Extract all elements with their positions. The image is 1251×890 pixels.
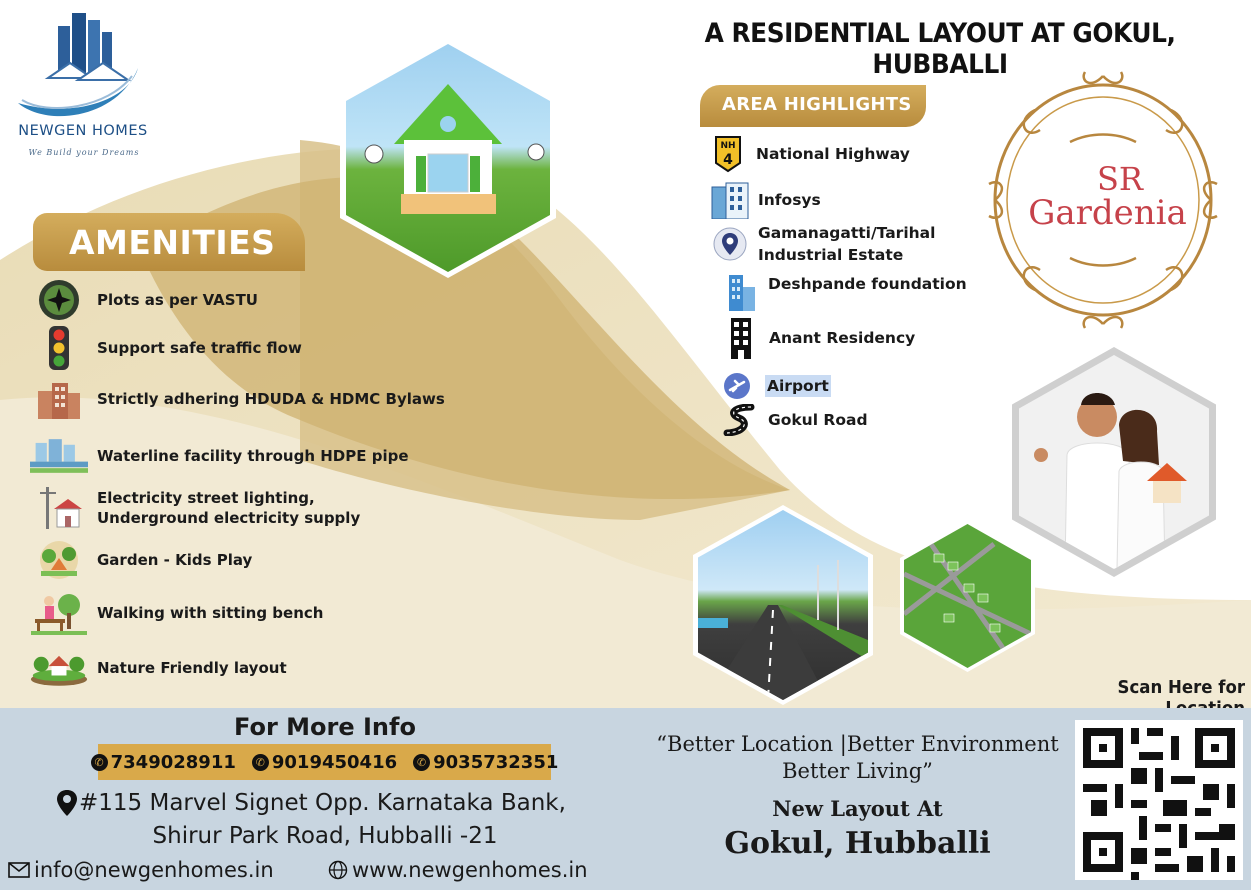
amenity-label: Walking with sitting bench [97,604,324,622]
phone-number[interactable] [252,752,397,773]
website-text: www.newgenhomes.in [352,858,588,882]
highlight-label: Airport [767,377,829,395]
office-building-icon [710,180,750,220]
amenity-item [30,325,490,371]
highlight-label: Gamanagatti/Tarihal Industrial Estate [758,224,936,264]
highlight-label: Gokul Road [768,411,868,429]
buildings-logo-icon [8,8,158,123]
amenity-label: Electricity street lighting, Underground electricity supply [97,489,361,527]
highlight-label: Infosys [758,191,821,209]
svg-text:4: 4 [723,152,733,168]
new-layout-label: New Layout At [772,796,943,821]
email-text: info@newgenhomes.in [34,858,274,882]
apartment-icon [721,318,761,358]
phone-icon: ✆ [91,754,108,771]
plot-layout-icon [904,524,1031,668]
phone-text: 9019450416 [271,751,398,773]
qr-code-icon [1075,720,1243,880]
phone-icon: ✆ [252,754,269,771]
website-link[interactable] [328,858,588,882]
address-line1 [55,789,615,817]
amenity-item [30,433,490,479]
scan-label: Scan Here for [1117,677,1245,698]
amenity-label: Nature Friendly layout [97,659,287,677]
address-line2: Shirur Park Road, Hubballi -21 [152,823,498,849]
brand-name: NEWGEN HOMES [18,123,148,139]
highlight-item [710,222,950,266]
amenity-item [30,645,490,691]
waterline-icon [30,433,88,479]
project-logo-line1: SR [1096,160,1143,198]
house-icon [346,44,550,272]
building-icon [30,376,88,422]
highlight-item [721,318,915,358]
amenity-label: Garden - Kids Play [97,551,253,569]
amenity-label: Plots as per VASTU [97,291,258,309]
electricity-icon [30,485,88,531]
amenity-label: Strictly adhering HDUDA & HDMC Bylaws [97,390,445,408]
phone-number[interactable] [91,752,236,773]
location-pin-icon [710,224,750,264]
tagline-quote-line1: “Better Location |Better Environment [656,732,1059,756]
company-logo [8,8,158,163]
amenities-header: AMENITIES [33,213,305,271]
tower-icon [720,272,760,312]
highlight-label: Deshpande foundation [768,275,967,293]
phone-text: 9035732351 [433,751,559,773]
amenity-item [30,537,490,583]
amenity-label: Support safe traffic flow [97,339,302,357]
vastu-icon [30,277,88,323]
phone-number[interactable] [413,752,558,773]
info-title: For More Info [234,713,416,741]
svg-text:NH: NH [720,141,736,151]
nh4-icon [708,134,748,174]
amenity-item [30,277,490,323]
map-pin-icon [55,789,79,817]
highlight-item [710,180,821,220]
road-photo-icon [698,510,868,700]
globe-icon [328,860,348,880]
qr-code[interactable] [1075,720,1243,880]
project-logo-line2: Gardenia [1028,193,1187,233]
page-title: A RESIDENTIAL LAYOUT AT GOKUL, HUBBALLI [704,18,1176,80]
highlight-item [720,272,967,312]
amenity-item [30,485,490,531]
traffic-light-icon [30,325,88,371]
tagline-quote-line2: Better Living” [782,759,933,783]
couple-photo-icon [1019,355,1209,569]
amenity-label: Waterline facility through HDPE pipe [97,447,409,465]
road-icon [720,400,760,440]
highlight-label: National Highway [756,145,910,163]
highlight-item [708,134,910,174]
nature-icon [30,645,88,691]
amenity-item [30,376,490,422]
highlight-item [720,400,868,440]
phone-icon: ✆ [413,754,430,771]
brand-tagline: We Build your Dreams [28,148,140,157]
area-highlights-header: AREA HIGHLIGHTS [700,85,926,127]
email-link[interactable] [8,858,274,882]
garden-icon [30,537,88,583]
phone-bar [94,744,559,780]
phone-text: 7349028911 [110,751,236,773]
location-headline: Gokul, Hubballi [724,826,991,861]
mail-icon [8,862,30,878]
highlight-label: Anant Residency [769,329,916,347]
amenity-item [30,590,490,636]
address-text: #115 Marvel Signet Opp. Karnataka Bank, [79,790,566,816]
bench-icon [30,590,88,636]
